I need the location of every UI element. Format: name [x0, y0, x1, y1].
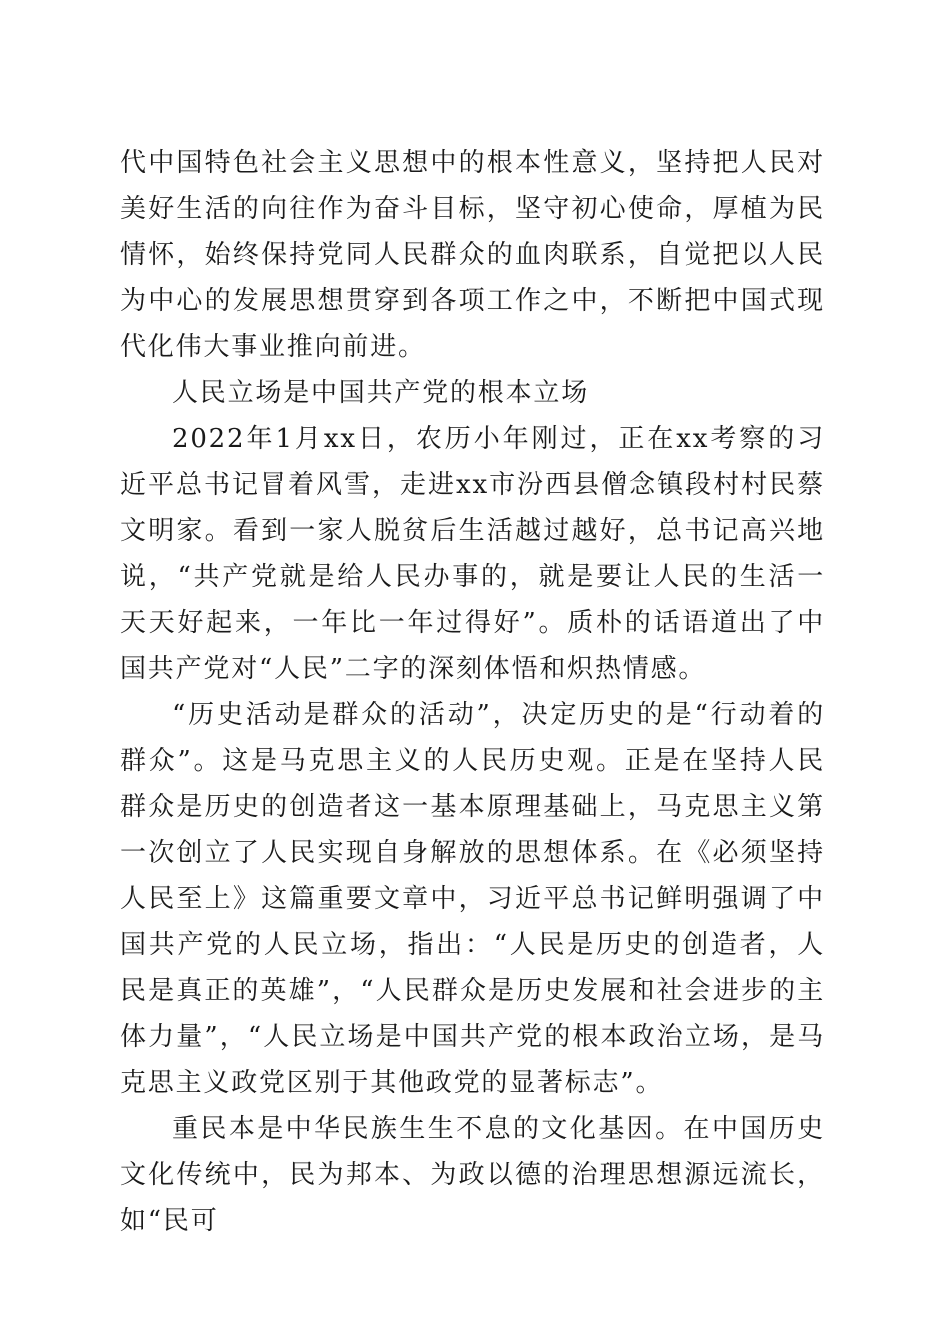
section-heading: 人民立场是中国共产党的根本立场: [172, 378, 590, 408]
document-body: [120, 140, 825, 1244]
paragraph-continuation: 代中国特色社会主义思想中的根本性意义，坚持把人民对美好生活的向往作为奋斗目标，坚守初心使命，厚植为民情怀，始终保持党同人民群众的血肉联系，自觉把以人民为中心的发展思想贯穿到各项工作之中，不断把中国式现代化伟大事业推向前进。: [120, 148, 825, 362]
paragraph-people-oriented: 重民本是中华民族生生不息的文化基因。在中国历史文化传统中，民为邦本、为政以德的治理思想源远流长，如“民可: [120, 1114, 825, 1236]
paragraph-2022-visit: 2022年1月xx日，农历小年刚过，正在xx考察的习近平总书记冒着风雪，走进xx市汾西县僧念镇段村村民蔡文明家。看到一家人脱贫后生活越过越好，总书记高兴地说，“共产党就是给人民办事的，就是要让人民的生活一天天好起来，一年比一年过得好”。质朴的话语道出了中国共产党对“人民”二字的深刻体悟和炽热情感。: [120, 424, 825, 684]
paragraph-history-view: “历史活动是群众的活动”，决定历史的是“行动着的群众”。这是马克思主义的人民历史观。正是在坚持人民群众是历史的创造者这一基本原理基础上，马克思主义第一次创立了人民实现自身解放的思想体系。在《必须坚持人民至上》这篇重要文章中，习近平总书记鲜明强调了中国共产党的人民立场，指出：“人民是历史的创造者，人民是真正的英雄”，“人民群众是历史发展和社会进步的主体力量”，“人民立场是中国共产党的根本政治立场，是马克思主义政党区别于其他政党的显著标志”。: [120, 700, 825, 1098]
